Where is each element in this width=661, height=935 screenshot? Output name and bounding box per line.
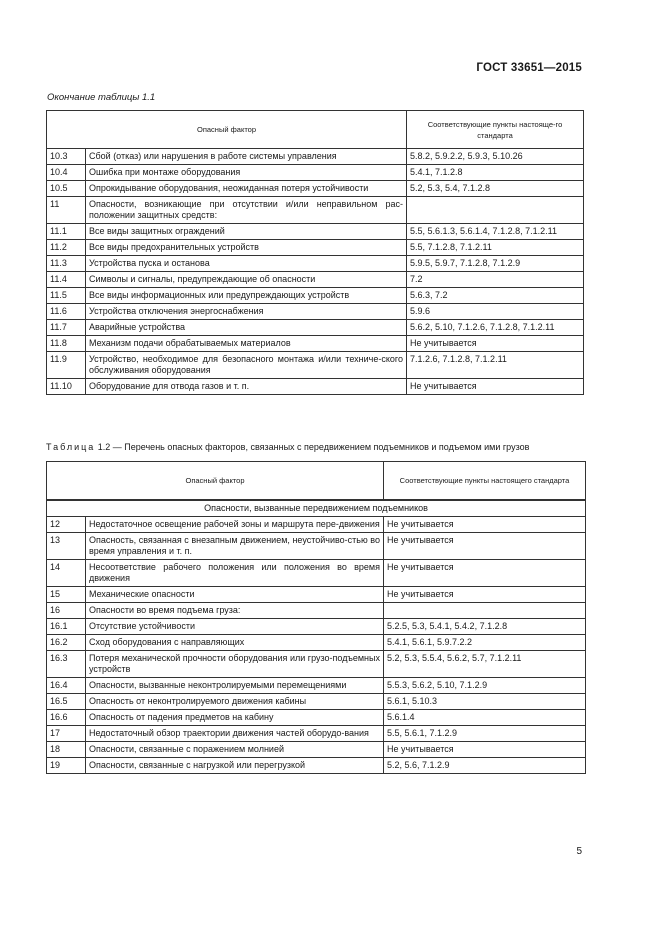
row-number: 11.3: [47, 256, 86, 272]
row-number: 16.5: [47, 693, 86, 709]
table-row: [47, 336, 584, 352]
clause-refs: [384, 602, 586, 618]
hazard-factor: Символы и сигналы, предупреждающие об опасности: [86, 272, 407, 288]
table-row: [47, 379, 584, 395]
table-row: [47, 677, 586, 693]
hazard-factor: Опасности, связанные с поражением молнией: [86, 741, 384, 757]
row-number: 11: [47, 197, 86, 224]
row-number: 11.2: [47, 240, 86, 256]
clause-refs: [407, 197, 584, 224]
table-row: [47, 352, 584, 379]
clause-refs: 5.6.3, 7.2: [407, 288, 584, 304]
hazard-factor: Опасности во время подъема груза:: [86, 602, 384, 618]
hazard-factor: Механизм подачи обрабатываемых материалов: [86, 336, 407, 352]
group-title: Опасности, вызванные передвижением подъемников: [47, 500, 586, 517]
clause-refs: 5.6.1.4: [384, 709, 586, 725]
clause-refs: 7.1.2.6, 7.1.2.8, 7.1.2.11: [407, 352, 584, 379]
clause-refs: Не учитывается: [384, 516, 586, 532]
row-number: 19: [47, 757, 86, 773]
hazard-factor: Опрокидывание оборудования, неожиданная потеря устойчивости: [86, 181, 407, 197]
table1-caption: Окончание таблицы 1.1: [47, 92, 156, 103]
hazard-table-1-1: [46, 110, 584, 395]
clause-refs: 5.9.6: [407, 304, 584, 320]
hazard-factor: Все виды предохранительных устройств: [86, 240, 407, 256]
clause-refs: Не учитывается: [384, 559, 586, 586]
clause-refs: Не учитывается: [384, 586, 586, 602]
row-number: 16.4: [47, 677, 86, 693]
table-row: [47, 634, 586, 650]
clause-refs: Не учитывается: [407, 379, 584, 395]
clause-refs: 5.5, 5.6.1, 7.1.2.9: [384, 725, 586, 741]
row-number: 16.2: [47, 634, 86, 650]
hazard-factor: Устройство, необходимое для безопасного монтажа и/или техниче-ского обслуживания оборудования: [86, 352, 407, 379]
clause-refs: Не учитывается: [407, 336, 584, 352]
table-row: [47, 559, 586, 586]
clause-refs: 5.6.2, 5.10, 7.1.2.6, 7.1.2.8, 7.1.2.11: [407, 320, 584, 336]
table-row: [47, 602, 586, 618]
hazard-factor: Потеря механической прочности оборудования или грузо-подъемных устройств: [86, 650, 384, 677]
row-number: 16.6: [47, 709, 86, 725]
row-number: 18: [47, 741, 86, 757]
clause-refs: 5.5.3, 5.6.2, 5.10, 7.1.2.9: [384, 677, 586, 693]
standard-number: ГОСТ 33651—2015: [476, 62, 582, 74]
hazard-factor: Опасность, связанная с внезапным движением, неустойчиво-стью во время управления и т. п.: [86, 532, 384, 559]
hazard-table-1-2: [46, 461, 586, 774]
clause-refs: 5.2, 5.3, 5.5.4, 5.6.2, 5.7, 7.1.2.11: [384, 650, 586, 677]
row-number: 15: [47, 586, 86, 602]
clause-refs: 7.2: [407, 272, 584, 288]
table-row: [47, 693, 586, 709]
row-number: 12: [47, 516, 86, 532]
table-row: [47, 532, 586, 559]
row-number: 17: [47, 725, 86, 741]
row-number: 10.5: [47, 181, 86, 197]
hazard-factor: Опасности, вызванные неконтролируемыми перемещениями: [86, 677, 384, 693]
clause-refs: 5.6.1, 5.10.3: [384, 693, 586, 709]
table-row: [47, 288, 584, 304]
hazard-factor: Недостаточный обзор траектории движения частей оборудо-вания: [86, 725, 384, 741]
hazard-factor: Несоответствие рабочего положения или положения во время движения: [86, 559, 384, 586]
row-number: 11.4: [47, 272, 86, 288]
table-header-row: [47, 462, 586, 500]
table-row: [47, 149, 584, 165]
clause-refs: 5.9.5, 5.9.7, 7.1.2.8, 7.1.2.9: [407, 256, 584, 272]
hazard-factor: Опасности, связанные с нагрузкой или перегрузкой: [86, 757, 384, 773]
clause-refs: 5.2.5, 5.3, 5.4.1, 5.4.2, 7.1.2.8: [384, 618, 586, 634]
table-row: [47, 320, 584, 336]
hazard-factor: Отсутствие устойчивости: [86, 618, 384, 634]
row-number: 11.7: [47, 320, 86, 336]
table-row: [47, 181, 584, 197]
row-number: 10.4: [47, 165, 86, 181]
row-number: 11.5: [47, 288, 86, 304]
clause-refs: 5.2, 5.3, 5.4, 7.1.2.8: [407, 181, 584, 197]
row-number: 10.3: [47, 149, 86, 165]
row-number: 11.6: [47, 304, 86, 320]
table-row: [47, 272, 584, 288]
clause-refs: 5.4.1, 7.1.2.8: [407, 165, 584, 181]
clause-refs: 5.8.2, 5.9.2.2, 5.9.3, 5.10.26: [407, 149, 584, 165]
table-row: [47, 197, 584, 224]
table-row: [47, 165, 584, 181]
row-number: 14: [47, 559, 86, 586]
table-row: [47, 586, 586, 602]
table-row: [47, 725, 586, 741]
table-row: [47, 741, 586, 757]
clause-refs: 5.5, 5.6.1.3, 5.6.1.4, 7.1.2.8, 7.1.2.11: [407, 224, 584, 240]
hazard-factor: Сход оборудования с направляющих: [86, 634, 384, 650]
table-row: [47, 709, 586, 725]
hazard-factor: Устройства отключения энергоснабжения: [86, 304, 407, 320]
hazard-factor: Все виды защитных ограждений: [86, 224, 407, 240]
row-number: 16: [47, 602, 86, 618]
table-row: [47, 516, 586, 532]
row-number: 16.1: [47, 618, 86, 634]
column-header-factor: Опасный фактор: [47, 111, 407, 149]
column-header-factor: Опасный фактор: [47, 462, 384, 500]
row-number: 11.10: [47, 379, 86, 395]
group-row: [47, 500, 586, 517]
hazard-factor: Сбой (отказ) или нарушения в работе системы управления: [86, 149, 407, 165]
clause-refs: 5.4.1, 5.6.1, 5.9.7.2.2: [384, 634, 586, 650]
table-row: [47, 650, 586, 677]
table2-caption-prefix: Таблица: [46, 442, 96, 452]
table-row: [47, 304, 584, 320]
table2-caption: [46, 442, 529, 452]
table-row: [47, 618, 586, 634]
table-header-row: [47, 111, 584, 149]
table-row: [47, 224, 584, 240]
hazard-factor: Опасность от падения предметов на кабину: [86, 709, 384, 725]
column-header-clauses: Соответствующие пункты настоящего стандарта: [384, 462, 586, 500]
clause-refs: Не учитывается: [384, 741, 586, 757]
clause-refs: Не учитывается: [384, 532, 586, 559]
hazard-factor: Аварийные устройства: [86, 320, 407, 336]
row-number: 16.3: [47, 650, 86, 677]
table-row: [47, 757, 586, 773]
column-header-clauses: Соответствующие пункты настояще-го стандарта: [407, 111, 584, 149]
clause-refs: 5.5, 7.1.2.8, 7.1.2.11: [407, 240, 584, 256]
row-number: 11.8: [47, 336, 86, 352]
clause-refs: 5.2, 5.6, 7.1.2.9: [384, 757, 586, 773]
row-number: 13: [47, 532, 86, 559]
hazard-factor: Опасность от неконтролируемого движения кабины: [86, 693, 384, 709]
table-row: [47, 256, 584, 272]
page-number: 5: [576, 846, 582, 857]
row-number: 11.9: [47, 352, 86, 379]
table2-caption-text: 1.2 — Перечень опасных факторов, связанных с передвижением подъемников и подъемом ими грузов: [95, 442, 530, 452]
table-row: [47, 240, 584, 256]
hazard-factor: Устройства пуска и останова: [86, 256, 407, 272]
hazard-factor: Ошибка при монтаже оборудования: [86, 165, 407, 181]
hazard-factor: Недостаточное освещение рабочей зоны и маршрута пере-движения: [86, 516, 384, 532]
hazard-factor: Опасности, возникающие при отсутствии и/или неправильном рас-положении защитных средств:: [86, 197, 407, 224]
row-number: 11.1: [47, 224, 86, 240]
hazard-factor: Механические опасности: [86, 586, 384, 602]
hazard-factor: Оборудование для отвода газов и т. п.: [86, 379, 407, 395]
hazard-factor: Все виды информационных или предупреждающих устройств: [86, 288, 407, 304]
